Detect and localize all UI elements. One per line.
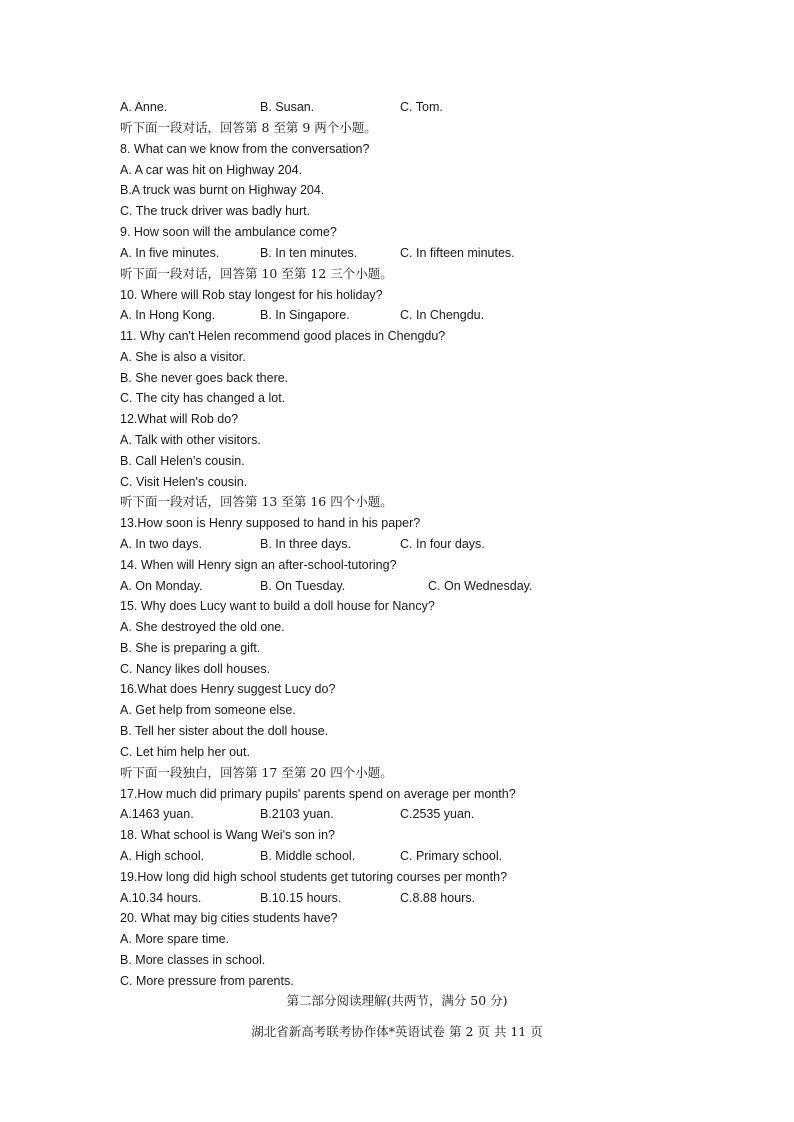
q19-option-c: C.8.88 hours. xyxy=(400,891,476,905)
q20-stem: 20. What may big cities students have? xyxy=(120,911,338,925)
q10-option-a: A. In Hong Kong. xyxy=(120,308,216,322)
q9-option-a: A. In five minutes. xyxy=(120,246,220,260)
q17-option-a: A.1463 yuan. xyxy=(120,807,194,821)
instruction-13-16: 听下面一段对话，回答第 13 至第 16 四个小题。 xyxy=(120,494,393,509)
q13-stem: 13.How soon is Henry supposed to hand in his paper? xyxy=(120,516,421,530)
q14-option-b: B. On Tuesday. xyxy=(260,579,346,593)
q15-option-c: C. Nancy likes doll houses. xyxy=(120,662,271,676)
q19-option-b: B.10.15 hours. xyxy=(260,891,342,905)
instruction-17-20: 听下面一段独白，回答第 17 至第 20 四个小题。 xyxy=(120,765,393,780)
q12-option-b: B. Call Helen's cousin. xyxy=(120,454,245,468)
q20-option-b: B. More classes in school. xyxy=(120,953,266,967)
q9-stem: 9. How soon will the ambulance come? xyxy=(120,225,337,239)
q15-option-b: B. She is preparing a gift. xyxy=(120,641,261,655)
q18-stem: 18. What school is Wang Wei's son in? xyxy=(120,828,335,842)
section-title: 第二部分阅读理解(共两节，满分 50 分) xyxy=(286,993,508,1008)
q8-stem: 8. What can we know from the conversation? xyxy=(120,142,370,156)
q16-stem: 16.What does Henry suggest Lucy do? xyxy=(120,682,336,696)
q19-option-a: A.10.34 hours. xyxy=(120,891,202,905)
q8-option-a: A. A car was hit on Highway 204. xyxy=(120,163,303,177)
instruction-10-12: 听下面一段对话，回答第 10 至第 12 三个小题。 xyxy=(120,266,393,281)
q11-stem: 11. Why can't Helen recommend good places in Chengdu? xyxy=(120,329,446,343)
q10-option-b: B. In Singapore. xyxy=(260,308,350,322)
q9-option-c: C. In fifteen minutes. xyxy=(400,246,515,260)
q18-option-a: A. High school. xyxy=(120,849,205,863)
q15-option-a: A. She destroyed the old one. xyxy=(120,620,285,634)
q11-option-b: B. She never goes back there. xyxy=(120,371,289,385)
q14-option-a: A. On Monday. xyxy=(120,579,203,593)
q7-option-c: C. Tom. xyxy=(400,100,443,114)
q16-option-b: B. Tell her sister about the doll house. xyxy=(120,724,329,738)
q12-option-c: C. Visit Helen's cousin. xyxy=(120,475,248,489)
q13-option-c: C. In four days. xyxy=(400,537,485,551)
instruction-8-9: 听下面一段对话，回答第 8 至第 9 两个小题。 xyxy=(120,120,377,135)
q18-option-c: C. Primary school. xyxy=(400,849,503,863)
q7-option-b: B. Susan. xyxy=(260,100,315,114)
q15-stem: 15. Why does Lucy want to build a doll house for Nancy? xyxy=(120,599,435,613)
q14-option-c: C. On Wednesday. xyxy=(428,579,533,593)
q17-option-b: B.2103 yuan. xyxy=(260,807,334,821)
q18-option-b: B. Middle school. xyxy=(260,849,356,863)
q11-option-a: A. She is also a visitor. xyxy=(120,350,246,364)
q10-stem: 10. Where will Rob stay longest for his holiday? xyxy=(120,288,383,302)
q19-stem: 19.How long did high school students get tutoring courses per month? xyxy=(120,870,508,884)
q17-option-c: C.2535 yuan. xyxy=(400,807,475,821)
q12-option-a: A. Talk with other visitors. xyxy=(120,433,261,447)
q14-stem: 14. When will Henry sign an after-school-tutoring? xyxy=(120,558,397,572)
q7-option-a: A. Anne. xyxy=(120,100,168,114)
q12-stem: 12.What will Rob do? xyxy=(120,412,239,426)
q16-option-a: A. Get help from someone else. xyxy=(120,703,296,717)
q10-option-c: C. In Chengdu. xyxy=(400,308,485,322)
q16-option-c: C. Let him help her out. xyxy=(120,745,250,759)
q9-option-b: B. In ten minutes. xyxy=(260,246,358,260)
q20-option-a: A. More spare time. xyxy=(120,932,230,946)
q20-option-c: C. More pressure from parents. xyxy=(120,974,294,988)
q11-option-c: C. The city has changed a lot. xyxy=(120,391,286,405)
page-footer: 湖北省新高考联考协作体*英语试卷 第 2 页 共 11 页 xyxy=(251,1024,543,1039)
q13-option-a: A. In two days. xyxy=(120,537,202,551)
q13-option-b: B. In three days. xyxy=(260,537,352,551)
q8-option-b: B.A truck was burnt on Highway 204. xyxy=(120,183,325,197)
q17-stem: 17.How much did primary pupils' parents spend on average per month? xyxy=(120,787,516,801)
q8-option-c: C. The truck driver was badly hurt. xyxy=(120,204,311,218)
